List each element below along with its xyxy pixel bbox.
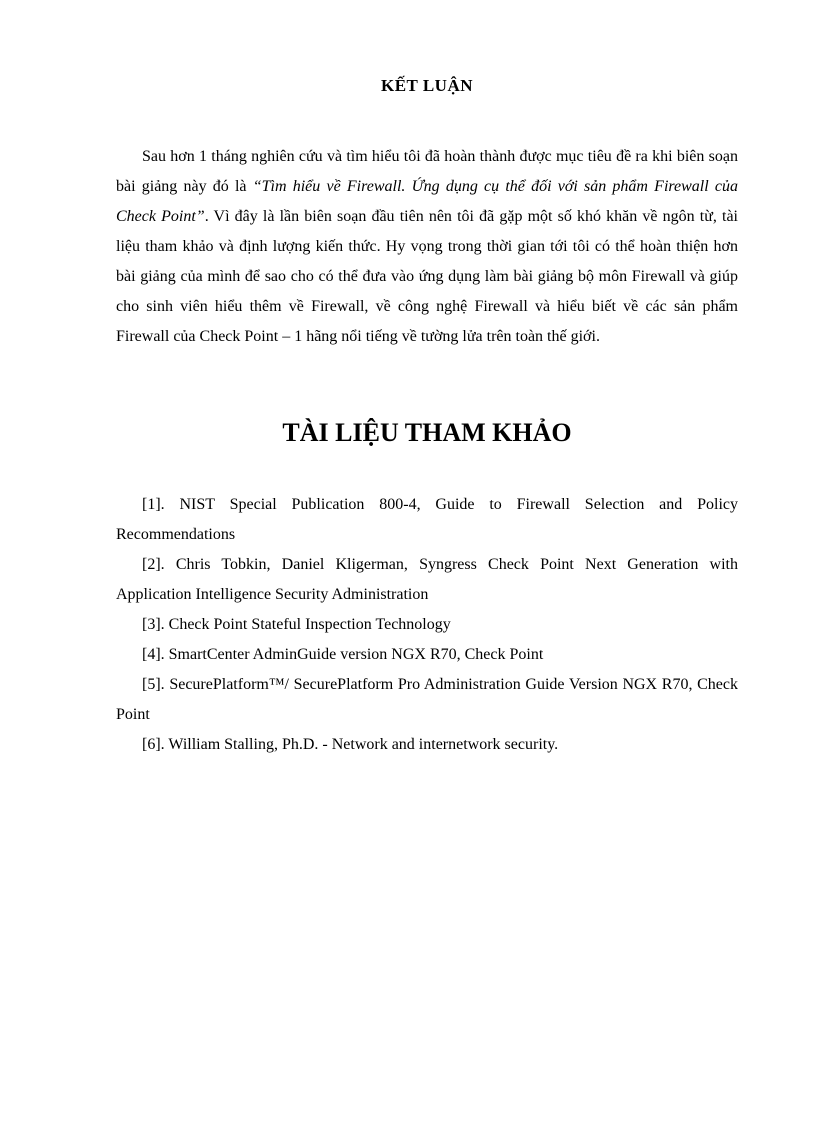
- reference-item: [4]. SmartCenter AdminGuide version NGX R70, Check Point: [142, 646, 544, 663]
- reference-item: [6]. William Stalling, Ph.D. - Network and internetwork security.: [142, 736, 559, 753]
- conclusion-text-end: . Vì đây là lần biên soạn đầu tiên nên tôi đã gặp một số khó khăn về ngôn từ, tài liệu tham khảo và định lượng kiến thức. Hy vọng trong thời gian tới tôi có thể hoàn thiện hơn bài giảng của mình để sao cho có thể đưa vào ứng dụng làm bài giảng bộ môn Firewall và giúp cho sinh viên hiểu thêm về Firewall, về công nghệ Firewall và hiểu biết về các sản phẩm Firewall của Check Point – 1 hãng nổi tiếng về tường lửa trên toàn thế giới.: [116, 208, 738, 345]
- references-heading: TÀI LIỆU THAM KHẢO: [282, 418, 572, 447]
- reference-item: [2]. Chris Tobkin, Daniel Kligerman, Syngress Check Point Next Generation with Application Intelligence Security Administration: [116, 556, 738, 603]
- reference-item: [3]. Check Point Stateful Inspection Technology: [142, 616, 451, 633]
- conclusion-text-start: Sau hơn 1 tháng nghiên cứu và tìm hiểu tôi đã hoàn thành được mục tiêu đề ra khi biên soạn bài giảng này đó là: [116, 148, 738, 195]
- conclusion-italic-title: “Tìm hiểu về Firewall. Ứng dụng cụ thể đối với sản phẩm Firewall của Check Point”: [116, 178, 738, 225]
- reference-item: [1]. NIST Special Publication 800-4, Guide to Firewall Selection and Policy Recommendations: [116, 496, 738, 543]
- references-list: [116, 490, 738, 760]
- reference-item: [5]. SecurePlatform™/ SecurePlatform Pro Administration Guide Version NGX R70, Check Point: [116, 676, 738, 723]
- conclusion-paragraph: [116, 142, 738, 352]
- conclusion-heading: KẾT LUẬN: [380, 76, 473, 95]
